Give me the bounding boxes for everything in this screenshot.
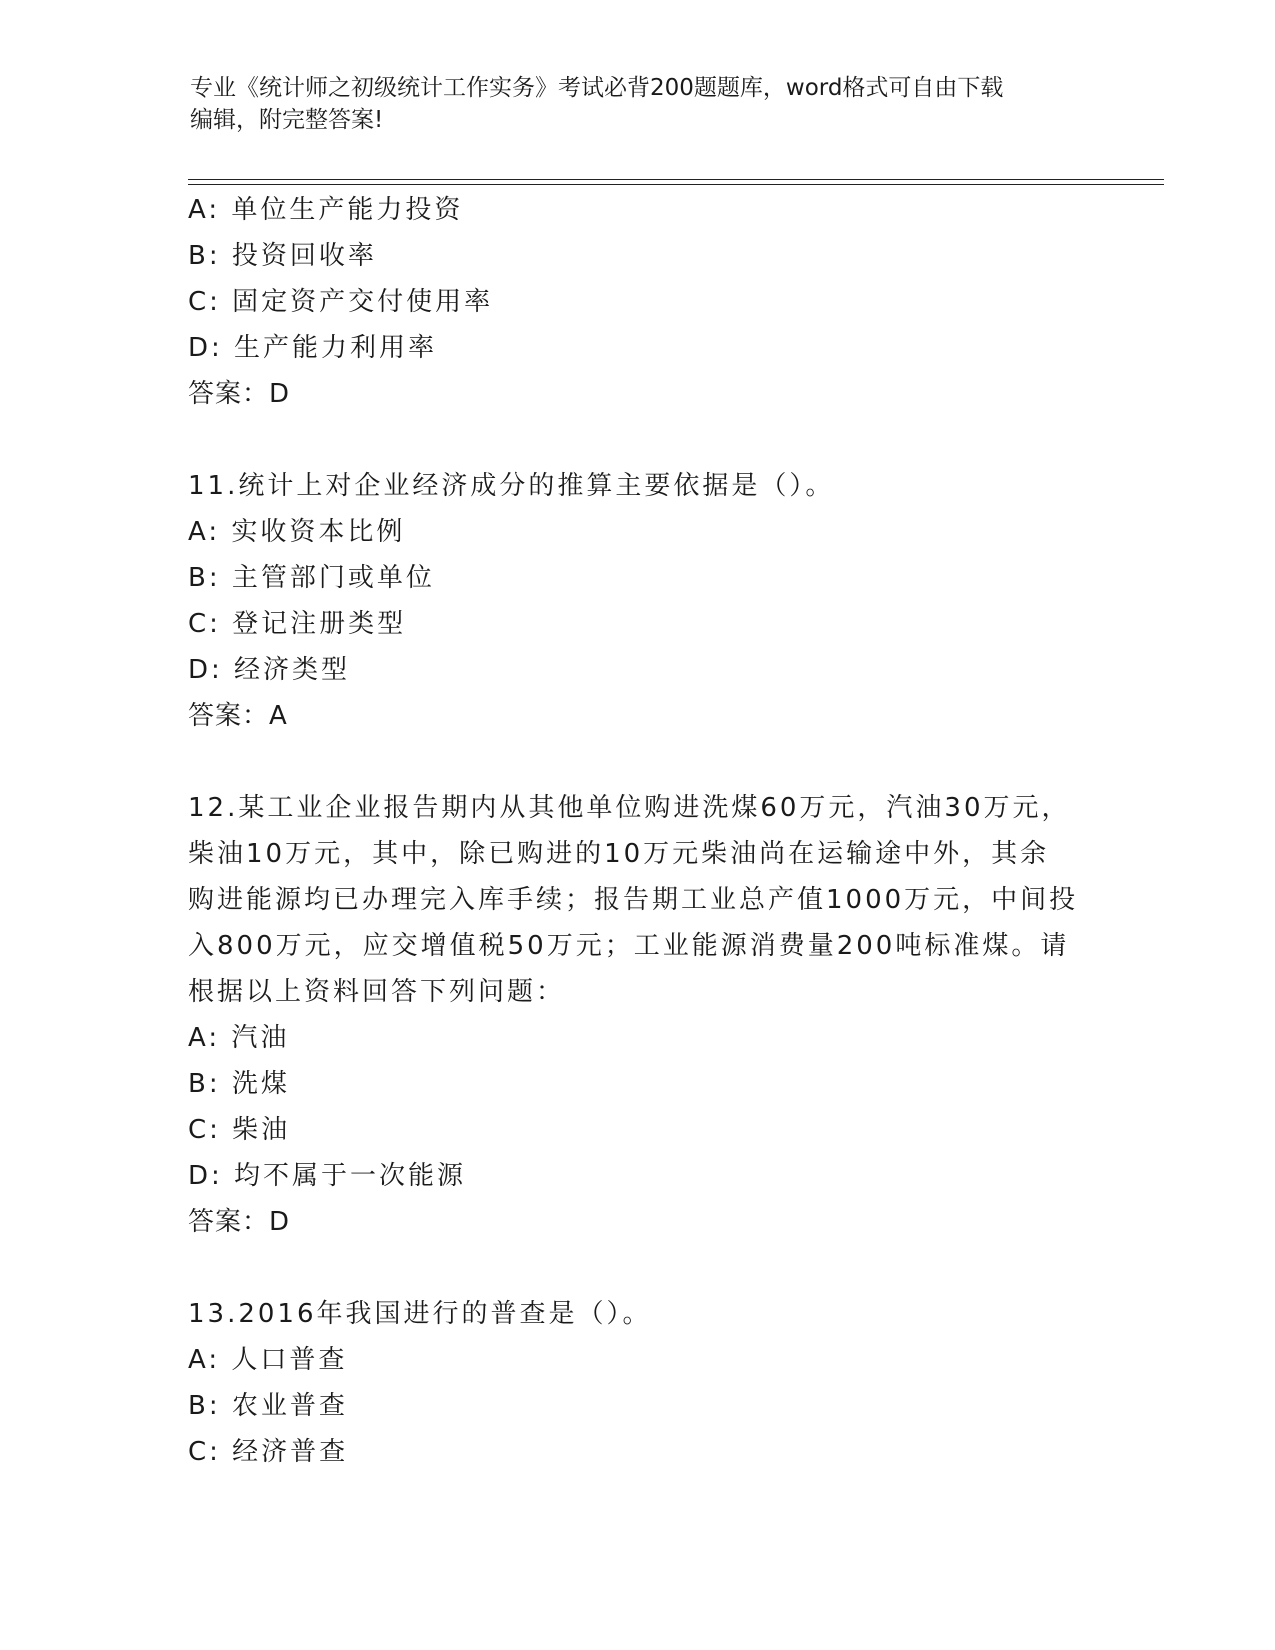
option-a: A: 人口普查 <box>188 1345 348 1375</box>
option-b: B: 投资回收率 <box>188 241 377 271</box>
question-text: 11.统计上对企业经济成分的推算主要依据是（）。 <box>188 471 835 501</box>
answer: 答案：A <box>188 701 288 731</box>
option-c: C: 登记注册类型 <box>188 609 407 639</box>
option-c: C: 固定资产交付使用率 <box>188 287 494 317</box>
question-text-line: 入800万元，应交增值税50万元；工业能源消费量200吨标准煤。请 <box>188 931 1070 961</box>
header-divider-top <box>188 179 1164 180</box>
spacer <box>188 1245 1088 1291</box>
answer: 答案：D <box>188 1207 291 1237</box>
question-12 <box>188 785 1088 1245</box>
answer: 答案：D <box>188 379 291 409</box>
option-b: B: 洗煤 <box>188 1069 290 1099</box>
question-text-line: 12.某工业企业报告期内从其他单位购进洗煤60万元，汽油30万元， <box>188 793 1071 823</box>
option-b: B: 主管部门或单位 <box>188 563 435 593</box>
option-a: A: 汽油 <box>188 1023 290 1053</box>
spacer <box>188 739 1088 785</box>
header-title-line-2: 编辑，附完整答案! <box>190 107 384 133</box>
option-c: C: 柴油 <box>188 1115 291 1145</box>
header-divider-bottom <box>188 184 1164 185</box>
question-text-line: 根据以上资料回答下列问题： <box>188 977 566 1007</box>
option-d: D: 生产能力利用率 <box>188 333 438 363</box>
question-list <box>188 187 1088 1475</box>
question-text-line: 柴油10万元，其中，除已购进的10万元柴油尚在运输途中外，其余 <box>188 839 1050 869</box>
option-d: D: 均不属于一次能源 <box>188 1161 467 1191</box>
option-b: B: 农业普查 <box>188 1391 348 1421</box>
option-a: A: 单位生产能力投资 <box>188 195 464 225</box>
question-text-line: 购进能源均已办理完入库手续；报告期工业总产值1000万元，中间投 <box>188 885 1079 915</box>
option-c: C: 经济普查 <box>188 1437 349 1467</box>
option-a: A: 实收资本比例 <box>188 517 406 547</box>
question-text: 13.2016年我国进行的普查是（）。 <box>188 1299 652 1329</box>
document-header <box>190 72 1090 136</box>
option-d: D: 经济类型 <box>188 655 351 685</box>
spacer <box>188 417 1088 463</box>
question-13 <box>188 1291 1088 1475</box>
header-title-line-1: 专业《统计师之初级统计工作实务》考试必背200题题库，word格式可自由下载 <box>190 75 1004 101</box>
question-11 <box>188 463 1088 739</box>
question-10 <box>188 187 1088 417</box>
